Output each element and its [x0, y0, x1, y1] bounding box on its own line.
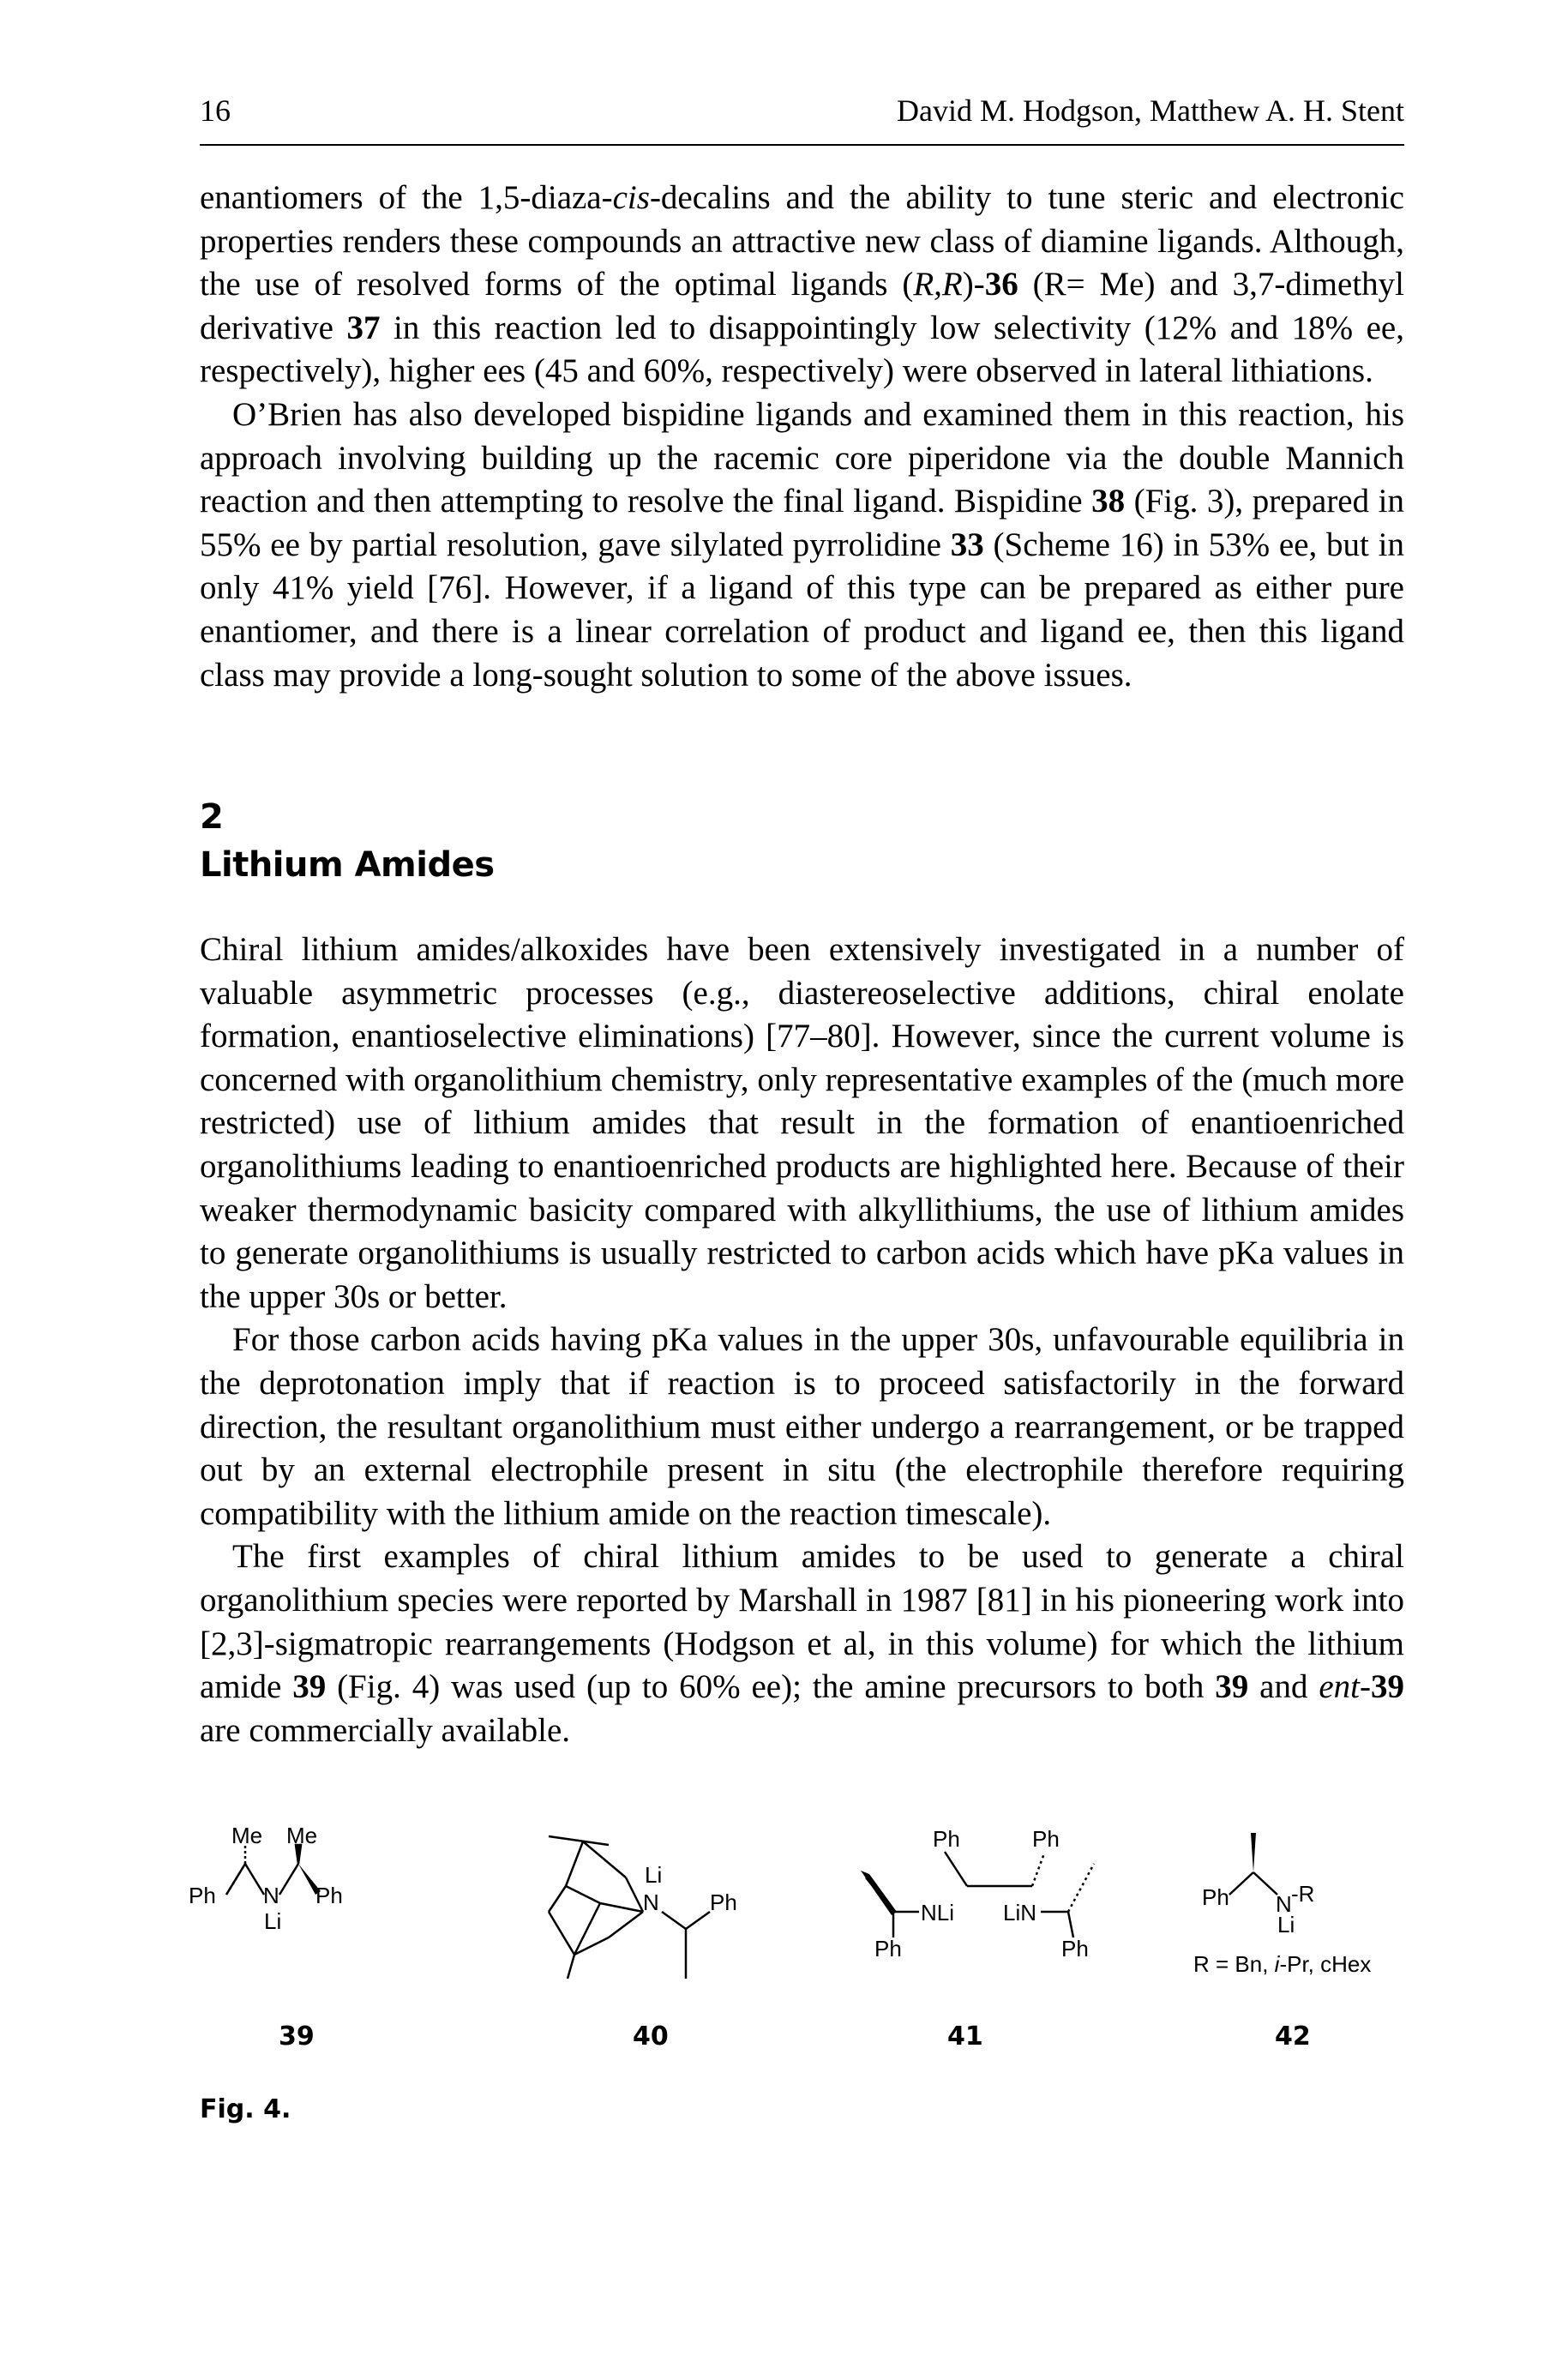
- compound-number: 42: [1275, 2022, 1311, 2052]
- me-label: Me: [231, 1823, 263, 1848]
- ph-label: Ph: [315, 1883, 343, 1908]
- nli-label: NLi: [921, 1900, 955, 1925]
- ph-label: Ph: [1032, 1826, 1060, 1852]
- structure-39: [180, 1823, 420, 2002]
- ph-label: Ph: [874, 1936, 902, 1961]
- compound-number: 40: [633, 2022, 669, 2052]
- structure-41: [849, 1826, 1132, 2002]
- section-title: Lithium Amides: [200, 845, 495, 885]
- n-label: N: [1276, 1891, 1292, 1917]
- paragraph: The first examples of chiral lithium amides to be used to generate a chiral organolithium species were reported by Marshall in 1987 [81] in his pioneering work into [2,3]-sigmatropic rearrangements (Hodgson et al, in this volume) for which the lithium amide 39 (Fig. 4) was used (up to 60% ee); the amine precursors to both 39 and ent-39 are commercially available.: [200, 1538, 1405, 1749]
- page-number: 16: [200, 93, 231, 128]
- li-label: Li: [645, 1862, 663, 1888]
- li-label: Li: [264, 1908, 282, 1934]
- compound-number: 39: [279, 2022, 315, 2052]
- ph-label: Ph: [189, 1883, 216, 1908]
- ph-label: Ph: [933, 1826, 960, 1852]
- n-label: N: [263, 1883, 279, 1908]
- paragraph: For those carbon acids having pKa values in the upper 30s, unfavourable equilibria in the deprotonation imply that if reaction is to proceed satisfactorily in the forward direction, the resultant organolithium must either undergo a rearrangement, or be trapped out by an external electrophile present in situ (the electrophile therefore requiring compatibility with the lithium amide on the reaction timescale).: [200, 1321, 1404, 1532]
- ph-label: Ph: [1061, 1936, 1089, 1961]
- r-definition: R = Bn, i-Pr, cHex: [1193, 1951, 1372, 1977]
- structure-40: [514, 1826, 789, 2002]
- compound-number: 41: [947, 2022, 983, 2052]
- n-label: N: [643, 1889, 659, 1915]
- section-number: 2: [200, 797, 224, 837]
- paragraph: O’Brien has also developed bispidine ligands and examined them in this reaction, his approach involving building up the racemic core piperidone via the double Mannich reaction and then attempting to resolve the final ligand. Bispidine 38 (Fig. 3), prepared in 55% ee by partial resolution, gave silylated pyrrolidine 33 (Scheme 16) in 53% ee, but in only 41% yield [76]. However, if a ligand of this type can be prepared as either pure enantiomer, and there is a linear correlation of product and ligand ee, then this ligand class may provide a long-sought solution to some of the above issues.: [200, 395, 1404, 694]
- figure-label: Fig. 4.: [200, 2094, 291, 2124]
- running-head: [200, 93, 1404, 146]
- ph-label: Ph: [710, 1889, 737, 1915]
- li-label: Li: [1277, 1912, 1295, 1937]
- r-label: -R: [1291, 1881, 1315, 1907]
- body-text-top: [200, 177, 1404, 697]
- lin-label: LiN: [1003, 1900, 1037, 1925]
- me-label: Me: [286, 1823, 318, 1848]
- figure-4: [180, 1823, 1415, 1998]
- running-head-authors: David M. Hodgson, Matthew A. H. Stent: [897, 93, 1404, 128]
- structure-42: [1174, 1826, 1432, 2002]
- paragraph: Chiral lithium amides/alkoxides have been extensively investigated in a number of valuable asymmetric processes (e.g., diastereoselective additions, chiral enolate formation, enantioselective eliminations) [77–80]. However, since the current volume is concerned with organolithium chemistry, only representative examples of the (much more restricted) use of lithium amides that result in the formation of enantioenriched organolithiums leading to enantioenriched products are highlighted here. Because of their weaker thermodynamic basicity compared with alkyllithiums, the use of lithium amides to generate organolithiums is usually restricted to carbon acids which have pKa values in the upper 30s or better.: [200, 931, 1404, 1315]
- body-text-bottom: [200, 928, 1404, 1752]
- ph-label: Ph: [1202, 1884, 1229, 1910]
- paragraph: enantiomers of the 1,5-diaza-cis-decalins and the ability to tune steric and electronic properties renders these compounds an attractive new class of diamine ligands. Although, the use of resolved forms of the optimal ligands (R,R)-36 (R= Me) and 3,7-dimethyl derivative 37 in this reaction led to disappointingly low selectivity (12% and 18% ee, respectively), higher ees (45 and 60%, respectively) were observed in lateral lithiations.: [200, 179, 1404, 390]
